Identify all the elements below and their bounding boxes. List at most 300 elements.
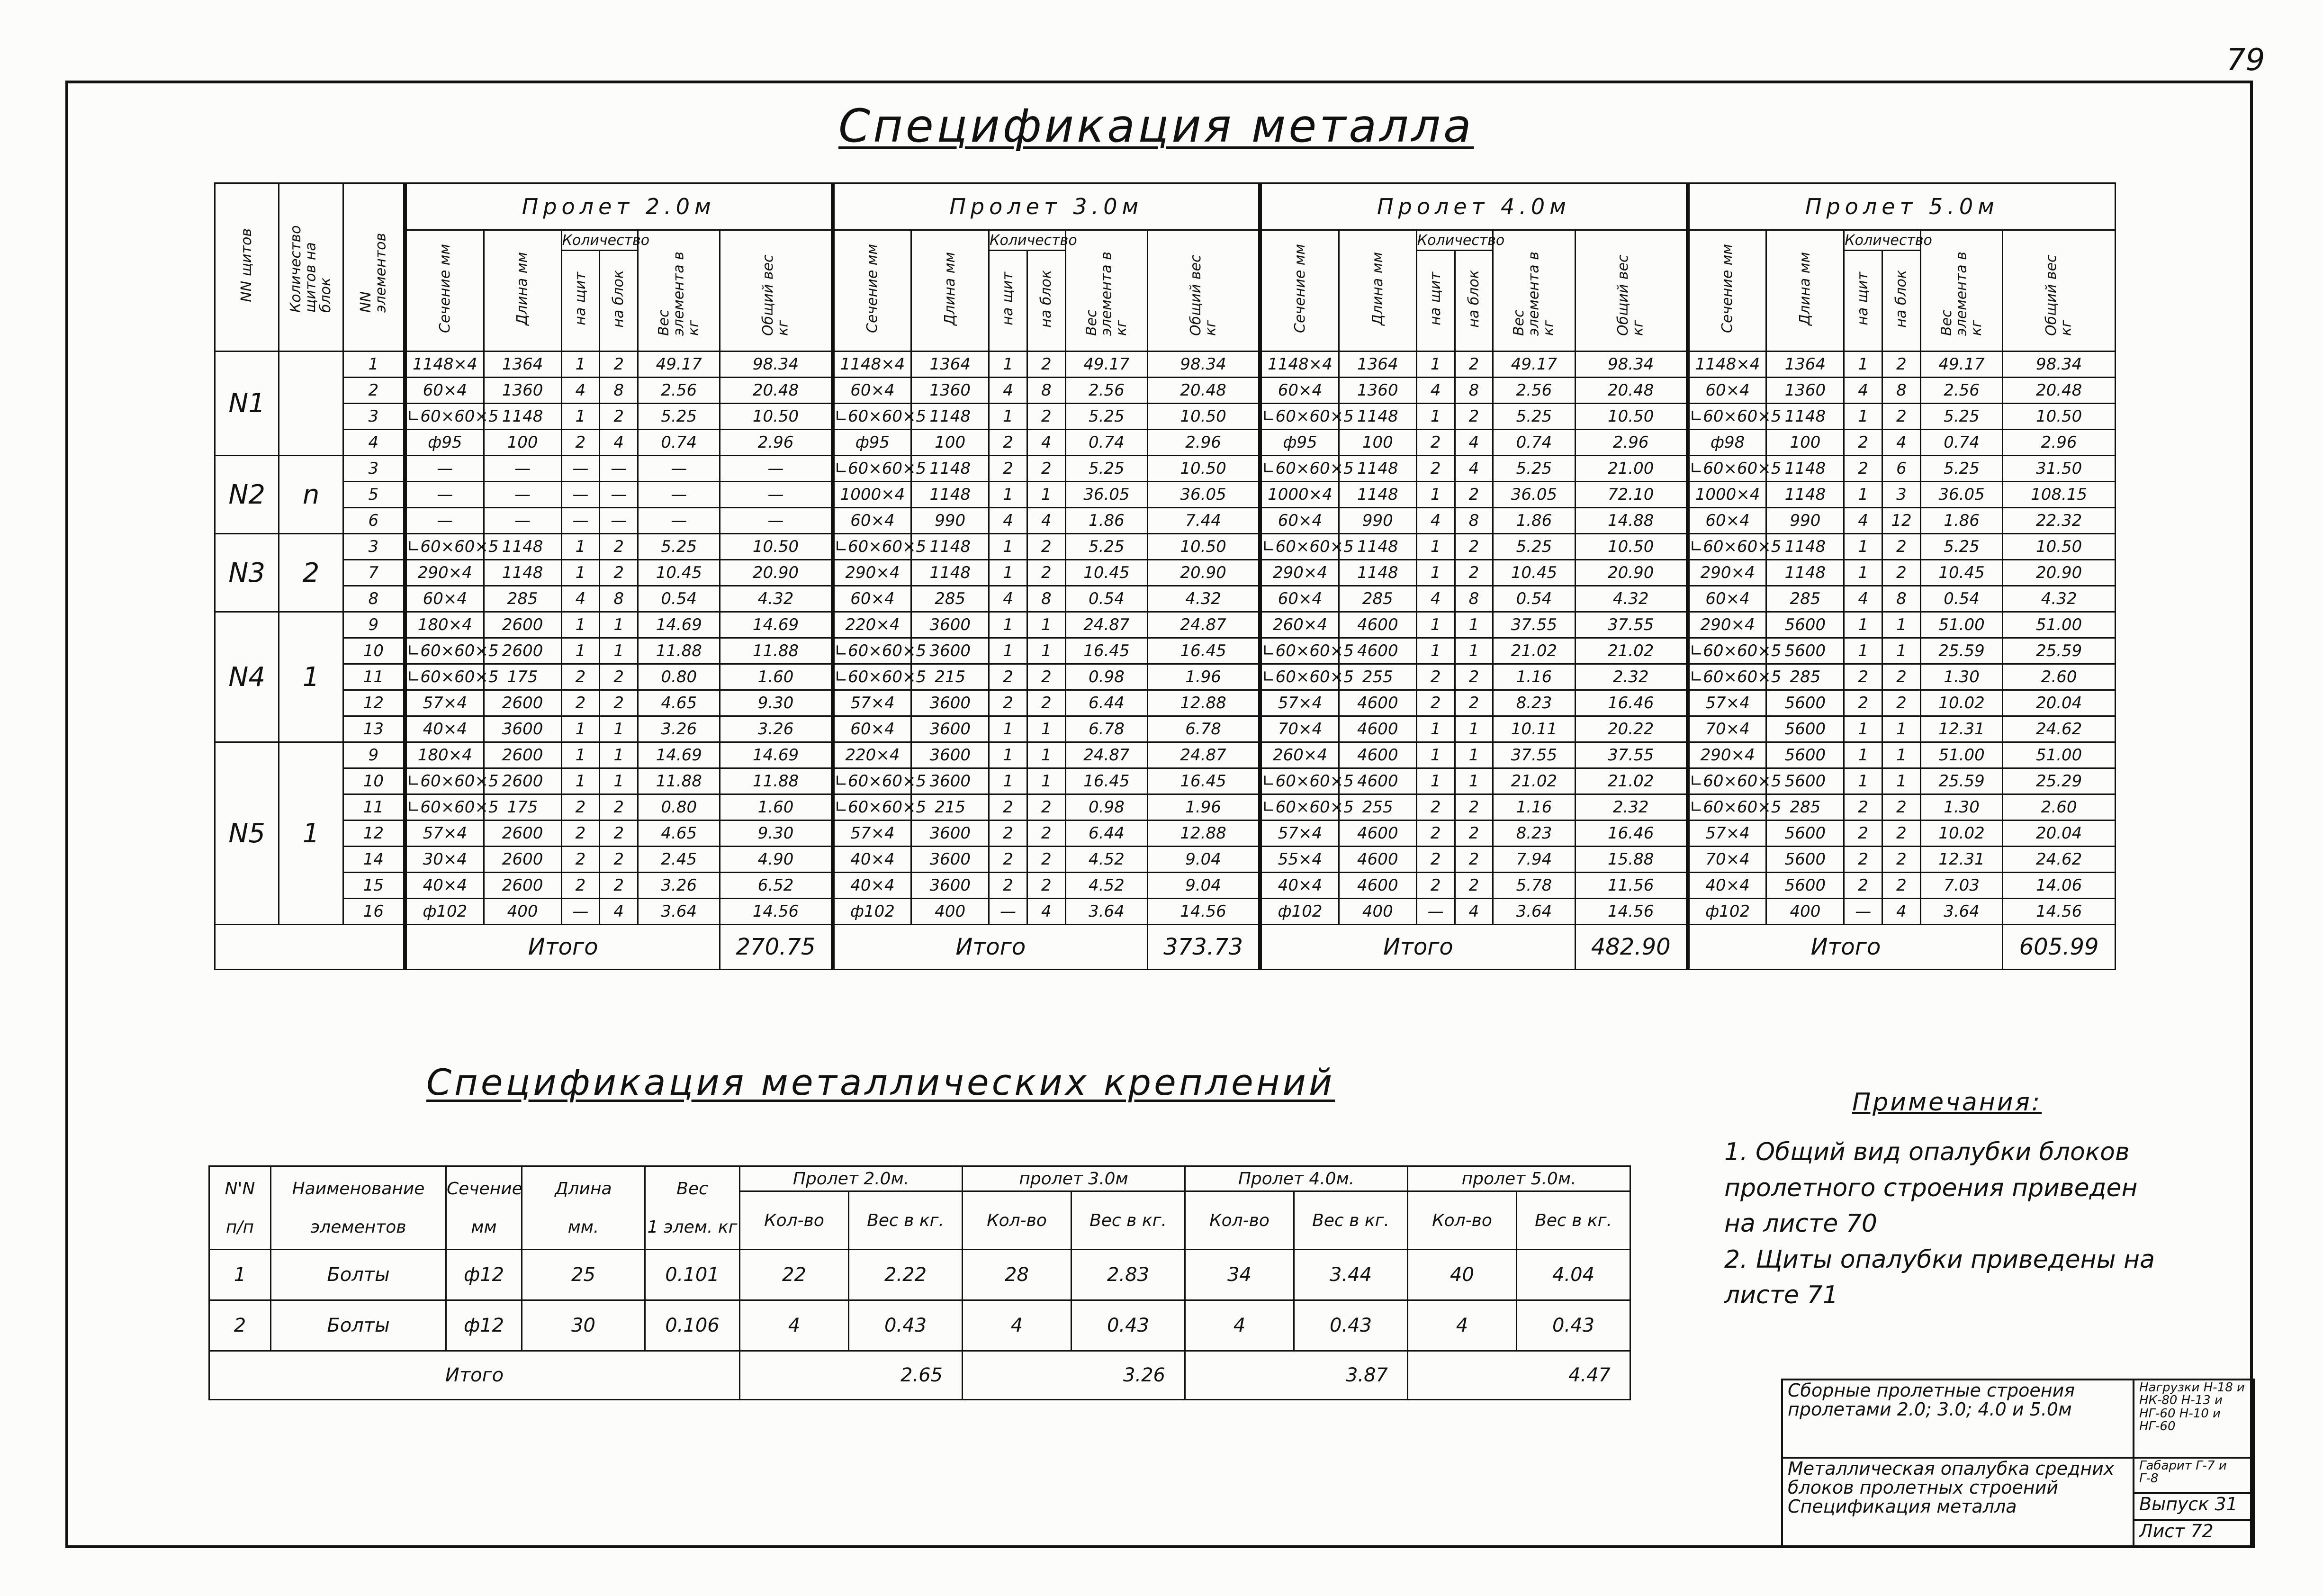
col-section [1260,230,1339,352]
spec-cell: ∟60×60×5 [1260,638,1339,664]
bolt-col-qty: Кол-во [1408,1191,1517,1250]
spec-cell: 6.44 [1065,821,1147,847]
spec-cell: 2 [1882,794,1921,821]
spec-cell: 5600 [1766,612,1844,638]
spec-cell: 60×4 [833,586,911,612]
spec-cell: 20.90 [720,560,833,586]
spec-cell: 16.45 [1065,638,1147,664]
bolt-col-w: Вес в кг. [1071,1191,1185,1250]
spec-cell: 2.96 [720,430,833,456]
spec-cell: 8 [600,378,638,404]
spec-cell: 4 [561,586,600,612]
spec-cell: 10.50 [720,404,833,430]
spec-cell: 4 [1455,899,1493,925]
col-section-label: Сечение мм [436,244,453,333]
col-section-label: Сечение мм [864,244,881,333]
spec-cell: ∟60×60×5 [1260,534,1339,560]
col-per-shield [989,251,1027,352]
col-length-label: Длина мм [1797,252,1814,325]
spec-cell: 40×4 [833,847,911,873]
spec-cell: 60×4 [1688,378,1766,404]
table-row [215,821,2116,847]
spec-cell: 1 [989,482,1027,508]
spec-cell: 1364 [484,352,561,378]
bolt-col-qty: Кол-во [740,1191,849,1250]
spec-cell: 3.64 [638,899,720,925]
bolt-col-qty: Кол-во [963,1191,1071,1250]
spec-cell: 49.17 [1493,352,1575,378]
spec-cell: 2 [600,664,638,690]
spec-cell: 2 [561,873,600,899]
spec-cell: 1 [1455,638,1493,664]
col-section [833,230,911,352]
spec-cell: 1 [1416,534,1455,560]
spec-cell: 8 [1882,378,1921,404]
spec-cell: ∟60×60×5 [1260,404,1339,430]
spec-cell: 14.69 [720,742,833,768]
spec-cell: 1148 [1339,560,1416,586]
spec-cell: 1.60 [720,794,833,821]
spec-cell: 1 [600,638,638,664]
col-length-label: Длина мм [941,252,958,325]
spec-cell: 2 [600,560,638,586]
spec-cell: — [405,508,484,534]
spec-cell: 1148 [911,456,989,482]
spec-cell: — [405,482,484,508]
spec-cell: 60×4 [1260,508,1339,534]
spec-cell: 31.50 [2003,456,2116,482]
spec-cell: 70×4 [1260,716,1339,742]
spec-cell: 2 [1455,482,1493,508]
spec-cell: 0.98 [1065,664,1147,690]
spec-cell: 9.04 [1148,873,1261,899]
element-number: 9 [343,742,405,768]
spec-cell: 2600 [484,638,561,664]
spec-cell: 40×4 [1260,873,1339,899]
spec-cell: 10.50 [1148,534,1261,560]
bolt-qty: 4 [740,1300,849,1351]
col-elem-weight-label: Вес элемента в кг [1938,252,1985,336]
spec-cell: 2 [1027,821,1065,847]
spec-cell: ∟60×60×5 [1688,664,1766,690]
spec-cell: 10.45 [1065,560,1147,586]
spec-cell: 1 [1027,482,1065,508]
spec-cell: 2.56 [1493,378,1575,404]
spec-cell: ф102 [833,899,911,925]
shield-number: N2 [215,456,279,534]
spec-cell: 2 [561,847,600,873]
spec-cell: 15.88 [1575,847,1688,873]
spec-cell: 1 [1416,352,1455,378]
spec-cell: 8.23 [1493,690,1575,716]
spec-cell: 1 [600,768,638,794]
spec-cell: 2 [1844,690,1882,716]
spec-cell: 10.50 [720,534,833,560]
span-header: Пролет 2.0м [405,183,833,230]
spec-cell: 24.87 [1148,612,1261,638]
spec-cell: 60×4 [833,378,911,404]
spec-cell: 98.34 [1575,352,1688,378]
spec-cell: ∟60×60×5 [405,638,484,664]
spec-cell: 4 [1027,508,1065,534]
spec-cell: 1148 [911,404,989,430]
spec-cell: 2 [1027,534,1065,560]
spec-cell: 2 [1416,690,1455,716]
spec-cell: 1360 [1339,378,1416,404]
bolt-qty: 34 [1185,1250,1294,1300]
spec-cell: ∟60×60×5 [1260,768,1339,794]
spec-cell: 2 [1027,352,1065,378]
spec-cell: ∟60×60×5 [405,794,484,821]
spec-cell: 260×4 [1260,742,1339,768]
spec-cell: 175 [484,664,561,690]
bolt-table-header [209,1166,1630,1250]
col-per-shield-label: на щит [572,272,589,325]
spec-cell: 1 [989,638,1027,664]
spec-cell: 180×4 [405,612,484,638]
spec-cell: 5600 [1766,638,1844,664]
spec-cell: 1 [1027,768,1065,794]
spec-cell: 990 [1766,508,1844,534]
spec-cell: ∟60×60×5 [1688,768,1766,794]
spec-cell: 1 [1844,482,1882,508]
spec-cell: 14.06 [2003,873,2116,899]
shield-count: n [279,456,343,534]
col-elem-weight [1920,230,2002,352]
totals-row [215,925,2116,970]
element-number: 5 [343,482,405,508]
stamp-sheet: Лист 72 [2134,1520,2254,1547]
spec-cell: 220×4 [833,612,911,638]
spec-cell: 4.65 [638,821,720,847]
col-per-block-label: на блок [1465,270,1482,328]
spec-cell: 40×4 [833,873,911,899]
spec-cell: — [720,456,833,482]
spec-cell: 2 [1455,794,1493,821]
spec-cell: 1148 [484,534,561,560]
spec-cell: 20.48 [720,378,833,404]
bolt-totals-value: 3.87 [1185,1351,1408,1400]
spec-cell: 1 [1455,716,1493,742]
spec-cell: 1 [989,742,1027,768]
bolt-span-header: Пролет 2.0м. [740,1166,963,1191]
table-row [209,1250,1630,1300]
bolt-col-name [271,1166,446,1250]
spec-cell: 4.32 [1148,586,1261,612]
shield-count: 1 [279,742,343,925]
table-row [209,1300,1630,1351]
spec-cell: 2 [1882,847,1921,873]
spec-cell: 0.98 [1065,794,1147,821]
spec-cell: 2 [600,794,638,821]
spec-cell: 100 [1766,430,1844,456]
notes-title: Примечания: [1852,1088,2042,1117]
spec-cell: 1 [561,404,600,430]
spec-cell: 2.56 [1920,378,2002,404]
spec-cell: ∟60×60×5 [833,768,911,794]
spec-cell: 2 [1416,456,1455,482]
spec-cell: — [561,482,600,508]
spec-cell: 2 [1844,873,1882,899]
spec-cell: 2 [1416,847,1455,873]
spec-cell: 2 [1416,873,1455,899]
spec-cell: 1148 [1339,482,1416,508]
spec-cell: 1000×4 [1688,482,1766,508]
spec-cell: — [600,482,638,508]
spec-cell: 1148 [1339,456,1416,482]
col-elements-label: NN элементов [357,233,389,313]
bolt-n: 2 [209,1300,271,1351]
element-number: 1 [343,352,405,378]
notes-block [1724,1085,2174,1313]
spec-cell: 2 [561,664,600,690]
spec-cell: 2 [1844,456,1882,482]
spec-cell: 2 [989,873,1027,899]
bolt-totals-label: Итого [209,1351,740,1400]
spec-cell: 100 [484,430,561,456]
spec-cell: — [561,456,600,482]
spec-cell: 70×4 [1688,716,1766,742]
col-length-label: Длина мм [514,252,531,325]
spec-cell: 1000×4 [1260,482,1339,508]
spec-cell: 9.30 [720,690,833,716]
bolt-col-nn-line1: N'N [225,1179,255,1199]
spec-cell: 57×4 [833,821,911,847]
spec-cell: 12.31 [1920,847,2002,873]
spec-cell: 0.74 [1065,430,1147,456]
totals-value: 605.99 [2003,925,2116,970]
col-per-block-label: на блок [1893,270,1910,328]
spec-cell: — [561,508,600,534]
bolt-qty: 4 [1185,1300,1294,1351]
spec-cell: 3.26 [720,716,833,742]
spec-cell: 2600 [484,690,561,716]
bolt-weight: 0.101 [645,1250,740,1300]
spec-cell: 37.55 [1493,742,1575,768]
spec-cell: 24.87 [1065,742,1147,768]
spec-cell: ∟60×60×5 [833,534,911,560]
col-total-weight-label: Общий вес кг [759,254,792,336]
col-elem-weight-label: Вес элемента в кг [656,252,702,336]
table-row [215,482,2116,508]
spec-cell: 20.48 [1575,378,1688,404]
spec-cell: — [638,482,720,508]
spec-cell: 21.00 [1575,456,1688,482]
col-total-weight [720,230,833,352]
stamp-gauge: Габарит Г-7 и Г-8 [2134,1458,2254,1493]
bolt-col-length-line2: мм. [567,1217,599,1237]
spec-cell: 1 [1416,612,1455,638]
table-row [215,586,2116,612]
spec-cell: 2600 [484,742,561,768]
spec-cell: 10.11 [1493,716,1575,742]
spec-cell: 98.34 [1148,352,1261,378]
spec-cell: 1148 [1766,482,1844,508]
spec-cell: 3600 [911,716,989,742]
spec-cell: 98.34 [720,352,833,378]
spec-cell: 10.50 [1575,404,1688,430]
spec-cell: ∟60×60×5 [1688,404,1766,430]
table-row [215,638,2116,664]
spec-cell: 0.54 [1920,586,2002,612]
spec-cell: 2 [1416,664,1455,690]
spec-cell: 12.31 [1920,716,2002,742]
col-total-weight-label: Общий вес кг [2043,254,2075,336]
spec-cell: 1 [989,716,1027,742]
spec-cell: — [638,508,720,534]
spec-cell: 2 [600,404,638,430]
spec-cell: 24.87 [1065,612,1147,638]
spec-cell: 2 [989,664,1027,690]
spec-cell: 4 [1882,899,1921,925]
spec-cell: 2.45 [638,847,720,873]
col-length [1339,230,1416,352]
spec-cell: 2 [1844,847,1882,873]
table-row [215,847,2116,873]
element-number: 13 [343,716,405,742]
spec-cell: 2 [1882,404,1921,430]
table-row [215,430,2116,456]
bolt-table-body [209,1250,1630,1400]
spec-cell: ∟60×60×5 [405,534,484,560]
spec-cell: 20.48 [1148,378,1261,404]
spec-cell: 5.25 [1920,404,2002,430]
col-per-block-label: на блок [610,270,627,328]
spec-cell: 255 [1339,664,1416,690]
spec-cell: 1 [1844,742,1882,768]
spec-cell: 11.88 [720,638,833,664]
spec-cell: 60×4 [1688,586,1766,612]
spec-cell: 14.69 [638,742,720,768]
spec-cell: 108.15 [2003,482,2116,508]
spec-cell: 8 [1027,378,1065,404]
element-number: 10 [343,768,405,794]
spec-cell: 72.10 [1575,482,1688,508]
spec-cell: 4 [1416,586,1455,612]
stamp-issue: Выпуск 31 [2134,1493,2254,1520]
totals-label: Итого [405,925,720,970]
spec-cell: 4 [600,430,638,456]
spec-cell: ∟60×60×5 [833,638,911,664]
spec-cell: 5600 [1766,873,1844,899]
spec-cell: 49.17 [1065,352,1147,378]
spec-cell: 25.59 [1920,768,2002,794]
page-number: 79 [2226,43,2265,78]
spec-cell: 3.64 [1065,899,1147,925]
spec-cell: 0.54 [1493,586,1575,612]
bolt-col-length [522,1166,645,1250]
spec-cell: 5.25 [1920,456,2002,482]
spec-cell: 4 [1844,378,1882,404]
spec-cell: 20.04 [2003,690,2116,716]
spec-cell: 2 [1027,456,1065,482]
bolt-col-name-line1: Наименование [292,1179,425,1199]
spec-cell: 16.46 [1575,821,1688,847]
spec-cell: 4 [1416,378,1455,404]
spec-cell: 2 [1416,794,1455,821]
spec-cell: 25.29 [2003,768,2116,794]
spec-cell: 1360 [911,378,989,404]
col-per-shield [1844,251,1882,352]
spec-cell: 2600 [484,847,561,873]
spec-cell: 2.96 [1148,430,1261,456]
spec-cell: 1148 [1766,456,1844,482]
shield-number: N3 [215,534,279,612]
spec-cell: 2 [1027,873,1065,899]
spec-cell: ф102 [405,899,484,925]
spec-cell: 7.44 [1148,508,1261,534]
totals-label: Итого [833,925,1148,970]
element-number: 12 [343,821,405,847]
spec-cell: 2 [561,430,600,456]
spec-cell: 16.45 [1148,768,1261,794]
spec-cell: 51.00 [2003,612,2116,638]
col-section-label: Сечение мм [1291,244,1308,333]
bolt-weight: 0.43 [1294,1300,1408,1351]
totals-value: 482.90 [1575,925,1688,970]
spec-cell: 2 [1455,690,1493,716]
spec-cell: 8 [1455,378,1493,404]
spec-cell: 2 [989,847,1027,873]
bolt-weight: 3.44 [1294,1250,1408,1300]
spec-cell: ∟60×60×5 [1260,664,1339,690]
spec-cell: 1 [600,716,638,742]
spec-cell: 0.54 [638,586,720,612]
spec-cell: ∟60×60×5 [405,404,484,430]
spec-cell: 2 [600,534,638,560]
spec-cell: — [484,482,561,508]
spec-cell: 36.05 [1065,482,1147,508]
spec-cell: 2 [561,821,600,847]
spec-cell: 8 [1455,586,1493,612]
spec-cell: 11.88 [638,638,720,664]
spec-cell: 1148 [1339,534,1416,560]
spec-cell: 4.52 [1065,847,1147,873]
spec-cell: 2 [1844,664,1882,690]
spec-cell: 1148 [911,534,989,560]
element-number: 3 [343,534,405,560]
spec-cell: 1148×4 [1688,352,1766,378]
spec-cell: 2 [600,690,638,716]
col-total-weight [1575,230,1688,352]
spec-cell: ∟60×60×5 [405,664,484,690]
spec-cell: 0.54 [1065,586,1147,612]
spec-cell: ф95 [405,430,484,456]
spec-cell: 2 [989,430,1027,456]
spec-cell: 14.56 [1148,899,1261,925]
col-shields-per-block [279,183,343,352]
bolt-qty: 4 [1408,1300,1517,1351]
spec-cell: 5.25 [1493,534,1575,560]
element-number: 3 [343,404,405,430]
span-header: Пролет 5.0м [1688,183,2116,230]
title-block-stamp [1781,1379,2255,1548]
col-section [405,230,484,352]
spec-cell: 60×4 [833,508,911,534]
note-item: 1. Общий вид опалубки блоков пролетного строения приведен на листе 70 [1724,1138,2138,1238]
table-row [215,716,2116,742]
spec-cell: 1 [1844,768,1882,794]
spec-cell: 1364 [911,352,989,378]
spec-cell: 1 [561,612,600,638]
bolt-weight: 0.43 [1071,1300,1185,1351]
spec-cell: 1148 [1766,560,1844,586]
spec-cell: ∟60×60×5 [833,456,911,482]
spec-cell: 1 [600,742,638,768]
spec-cell: 2 [1455,821,1493,847]
col-section-label: Сечение мм [1719,244,1736,333]
spec-cell: 260×4 [1260,612,1339,638]
